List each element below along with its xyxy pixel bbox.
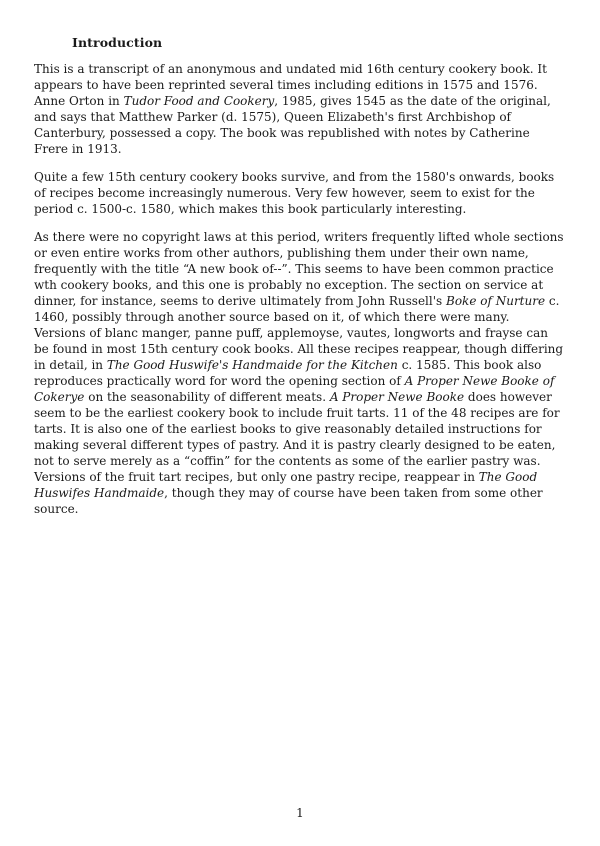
paragraph-1: This is a transcript of an anonymous and undated mid 16th century cookery book. It appears to have been reprinted several times including editions in 1575 and 1576. Anne Orton in Tudor Food and Cookery, 1985, gives 1545 as the date of the original, and says that Matthew Parker (d. 1575), Queen Elizabeth's first Archbishop of Canterbury, possessed a copy. The book was republished with notes by Catherine Frere in 1913. xyxy=(34,62,551,156)
section-heading: Introduction xyxy=(72,35,163,50)
paragraph-3: As there were no copyright laws at this period, writers frequently lifted whole sections or even entire works from other authors, publishing them under their own name, frequently with the title “A new book of--”. This seems to have been common practice wth cookery books, and this one is probably no exception. The section on service at dinner, for instance, seems to derive ultimately from John Russell's Boke of Nurture c. 1460, possibly through another source based on it, of which there were many. Versions of blanc manger, panne puff, applemoyse, vautes, longworts and frayse can be found in most 15th century cook books. All these recipes reappear, though differing in detail, in The Good Huswife's Handmaide for the Kitchen c. 1585. This book also reproduces practically word for word the opening section of A Proper Newe Booke of Cokerye on the seasonability of different meats. A Proper Newe Booke does however seem to be the earliest cookery book to include fruit tarts. 11 of the 48 recipes are for tarts. It is also one of the earliest books to give reasonably detailed instructions for making several different types of pastry. And it is pastry clearly designed to be eaten, not to serve merely as a “coffin” for the contents as some of the earlier pastry was. Versions of the fruit tart recipes, but only one pastry recipe, reappear in The Good Huswifes Handmaide, though they may of course have been taken from some other source. xyxy=(34,230,564,516)
document-page xyxy=(34,35,564,529)
italic-title: The Good Huswifes Handmaide xyxy=(34,470,538,500)
italic-title: The Good Huswife's Handmaide for the Kitchen xyxy=(106,358,398,372)
page-number: 1 xyxy=(296,806,304,820)
italic-title: Boke of Nurture xyxy=(446,294,546,308)
italic-title: Tudor Food and Cookery xyxy=(123,94,275,108)
italic-title: A Proper Newe Booke of Cokerye xyxy=(34,374,555,404)
italic-title: A Proper Newe Booke xyxy=(329,390,465,404)
paragraph-2: Quite a few 15th century cookery books survive, and from the 1580's onwards, books of recipes become increasingly numerous. Very few however, seem to exist for the period c. 1500-c. 1580, which makes this book particularly interesting. xyxy=(34,170,555,216)
